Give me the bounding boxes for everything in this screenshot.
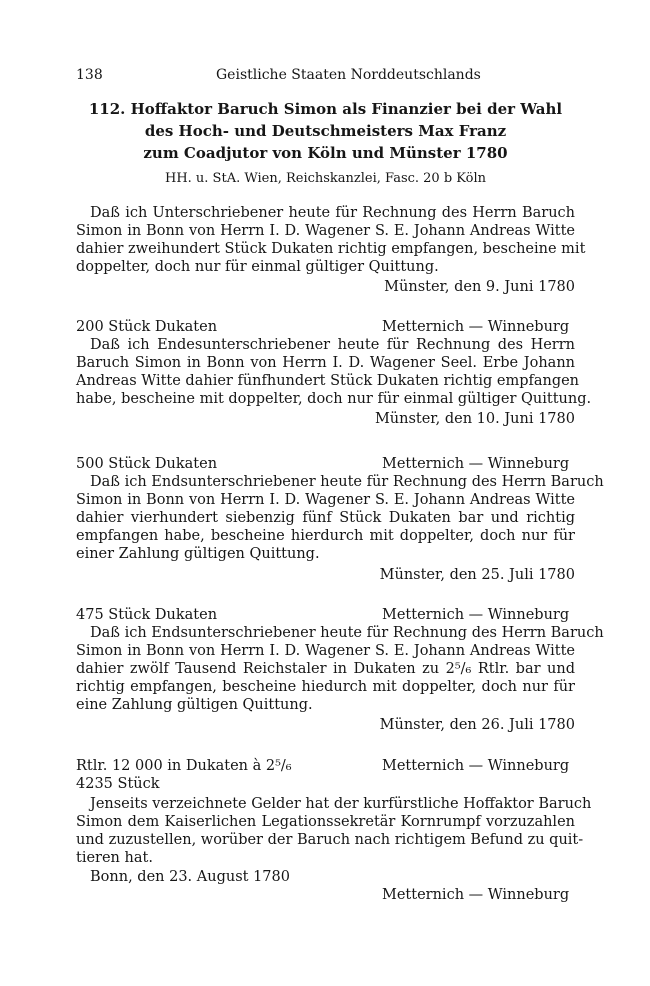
final-note-signature: Metternich — Winneburg	[382, 887, 570, 903]
receipt3-amount: 475 Stück Dukaten	[76, 607, 218, 623]
receipt3-line-2: Simon in Bonn von Herrn I. D. Wagener S. E. Johann Andreas Witte	[76, 492, 575, 508]
receipt1-line-4: doppelter, doch nur für einmal gültiger Quittung.	[76, 259, 439, 275]
document-title-line-3: zum Coadjutor von Köln und Münster 1780	[143, 144, 508, 162]
receipt4-footer	[76, 757, 575, 775]
document-title-line-2: des Hoch- und Deutschmeisters Max Franz	[144, 122, 507, 140]
receipt2-line-2: Baruch Simon in Bonn von Herrn I. D. Wagener Seel. Erbe Johann	[76, 355, 575, 371]
receipt2-line-4: habe, bescheine mit doppelter, doch nur für einmal gültiger Quittung.	[76, 391, 592, 407]
receipt4-signature: Metternich — Winneburg	[382, 758, 570, 774]
final-note-line-2: Simon dem Kaiserlichen Legationssekretär Kornrumpf vorzuzahlen	[76, 814, 575, 830]
receipt3-signature: Metternich — Winneburg	[382, 607, 570, 623]
running-title: Geistliche Staaten Norddeutschlands	[216, 67, 481, 83]
receipt4-line-3: dahier zwölf Tausend Reichstaler in Dukaten zu 2⁵/₆ Rtlr. bar und	[76, 661, 575, 677]
final-note-place-date: Bonn, den 23. August 1780	[90, 869, 290, 885]
receipt1-line-3: dahier zweihundert Stück Dukaten richtig empfangen, bescheine mit	[76, 241, 586, 257]
receipt4-amount: Rtlr. 12 000 in Dukaten à 2⁵/₆	[76, 758, 292, 774]
page-number: 138	[76, 67, 103, 83]
receipt2-footer	[76, 455, 575, 473]
receipt3-place-date: Münster, den 25. Juli 1780	[379, 567, 575, 583]
receipt3-line-5: einer Zahlung gültigen Quittung.	[76, 546, 320, 562]
receipt4-line-2: Simon in Bonn von Herrn I. D. Wagener S. E. Johann Andreas Witte	[76, 643, 575, 659]
receipt2-line-3: Andreas Witte dahier fünfhundert Stück Dukaten richtig empfangen	[76, 373, 580, 389]
running-header	[76, 66, 575, 84]
document-title-line-1: 112. Hoffaktor Baruch Simon als Finanzier bei der Wahl	[88, 100, 563, 118]
receipt4-line-5: eine Zahlung gültigen Quittung.	[76, 697, 313, 713]
receipt2-amount: 500 Stück Dukaten	[76, 456, 218, 472]
receipt2-place-date: Münster, den 10. Juni 1780	[374, 411, 575, 427]
receipt4-line-1: Daß ich Endsunterschriebener heute für Rechnung des Herrn Baruch	[90, 625, 604, 641]
final-note-line-4: tieren hat.	[76, 850, 153, 866]
receipt1-line-2: Simon in Bonn von Herrn I. D. Wagener S. E. Johann Andreas Witte	[76, 223, 575, 239]
receipt4-place-date: Münster, den 26. Juli 1780	[379, 717, 575, 733]
receipt2-signature: Metternich — Winneburg	[382, 456, 570, 472]
receipt4-amount-pieces: 4235 Stück	[76, 776, 160, 792]
final-note-line-3: und zuzustellen, worüber der Baruch nach richtigem Befund zu quit-	[76, 832, 584, 848]
receipt4-line-4: richtig empfangen, bescheine hiedurch mit doppelter, doch nur für	[76, 679, 575, 695]
receipt1-line-1: Daß ich Unterschriebener heute für Rechnung des Herrn Baruch	[90, 205, 575, 221]
archive-source: HH. u. StA. Wien, Reichskanzlei, Fasc. 20 b Köln	[164, 171, 487, 186]
receipt1-signature: Metternich — Winneburg	[382, 319, 570, 335]
receipt3-footer	[76, 606, 575, 624]
receipt3-line-1: Daß ich Endsunterschriebener heute für Rechnung des Herrn Baruch	[90, 474, 604, 490]
receipt2-line-1: Daß ich Endesunterschriebener heute für Rechnung des Herrn	[90, 337, 575, 353]
receipt1-amount: 200 Stück Dukaten	[76, 319, 218, 335]
receipt1-footer	[76, 318, 575, 336]
receipt3-line-3: dahier vierhundert siebenzig fünf Stück Dukaten bar und richtig	[76, 510, 575, 526]
receipt1-place-date: Münster, den 9. Juni 1780	[384, 279, 575, 295]
final-note-line-1: Jenseits verzeichnete Gelder hat der kurfürstliche Hoffaktor Baruch	[90, 796, 592, 812]
receipt3-line-4: empfangen habe, bescheine hierdurch mit doppelter, doch nur für	[76, 528, 575, 544]
